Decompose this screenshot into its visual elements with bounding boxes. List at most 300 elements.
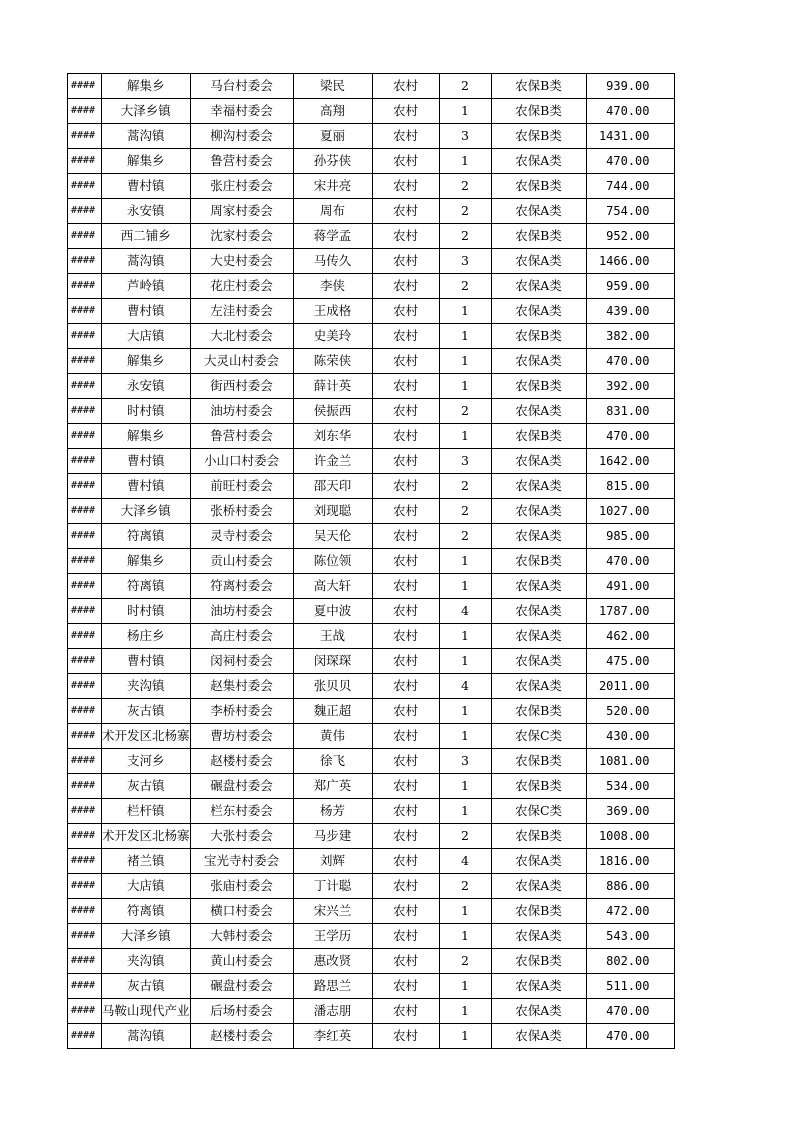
table-row bbox=[68, 524, 675, 549]
table-row bbox=[68, 499, 675, 524]
name-cell: 陈荣侠 bbox=[293, 349, 372, 374]
area-cell: 农村 bbox=[372, 99, 439, 124]
table-row bbox=[68, 724, 675, 749]
count-cell: 1 bbox=[439, 999, 491, 1024]
category-cell: 农保A类 bbox=[491, 199, 586, 224]
count-cell: 1 bbox=[439, 1024, 491, 1049]
township-cell: 解集乡 bbox=[102, 549, 191, 574]
area-cell: 农村 bbox=[372, 899, 439, 924]
count-cell: 1 bbox=[439, 974, 491, 999]
area-cell: 农村 bbox=[372, 699, 439, 724]
village-cell: 李桥村委会 bbox=[190, 699, 293, 724]
count-cell: 1 bbox=[439, 774, 491, 799]
area-cell: 农村 bbox=[372, 924, 439, 949]
name-cell: 徐飞 bbox=[293, 749, 372, 774]
name-cell: 宋兴兰 bbox=[293, 899, 372, 924]
table-row bbox=[68, 249, 675, 274]
category-cell: 农保C类 bbox=[491, 724, 586, 749]
name-cell: 高大轩 bbox=[293, 574, 372, 599]
amount-cell: 470.00 bbox=[586, 349, 674, 374]
table-row bbox=[68, 449, 675, 474]
date-cell: #### bbox=[68, 1024, 102, 1049]
table-row bbox=[68, 149, 675, 174]
date-cell: #### bbox=[68, 849, 102, 874]
category-cell: 农保A类 bbox=[491, 474, 586, 499]
name-cell: 许金兰 bbox=[293, 449, 372, 474]
area-cell: 农村 bbox=[372, 249, 439, 274]
village-cell: 前旺村委会 bbox=[190, 474, 293, 499]
amount-cell: 470.00 bbox=[586, 549, 674, 574]
village-cell: 小山口村委会 bbox=[190, 449, 293, 474]
count-cell: 1 bbox=[439, 799, 491, 824]
village-cell: 大韩村委会 bbox=[190, 924, 293, 949]
date-cell: #### bbox=[68, 524, 102, 549]
category-cell: 农保B类 bbox=[491, 174, 586, 199]
name-cell: 周布 bbox=[293, 199, 372, 224]
township-cell: 曹村镇 bbox=[102, 649, 191, 674]
township-text: 马鞍山现代产业 bbox=[102, 1003, 190, 1018]
table-row bbox=[68, 749, 675, 774]
table-row bbox=[68, 774, 675, 799]
date-cell: #### bbox=[68, 149, 102, 174]
name-cell: 郑广英 bbox=[293, 774, 372, 799]
table-row bbox=[68, 399, 675, 424]
name-cell: 刘辉 bbox=[293, 849, 372, 874]
category-cell: 农保C类 bbox=[491, 799, 586, 824]
township-cell: 解集乡 bbox=[102, 149, 191, 174]
amount-cell: 754.00 bbox=[586, 199, 674, 224]
area-cell: 农村 bbox=[372, 649, 439, 674]
table-row bbox=[68, 549, 675, 574]
township-cell: 曹村镇 bbox=[102, 299, 191, 324]
table-row bbox=[68, 174, 675, 199]
table-row bbox=[68, 699, 675, 724]
name-cell: 马传久 bbox=[293, 249, 372, 274]
area-cell: 农村 bbox=[372, 574, 439, 599]
amount-cell: 470.00 bbox=[586, 149, 674, 174]
name-cell: 李侠 bbox=[293, 274, 372, 299]
village-cell: 马台村委会 bbox=[190, 74, 293, 99]
table-body bbox=[68, 74, 675, 1049]
village-cell: 碾盘村委会 bbox=[190, 974, 293, 999]
date-cell: #### bbox=[68, 824, 102, 849]
township-text: 术开发区北杨寨 bbox=[102, 728, 190, 743]
table-row bbox=[68, 799, 675, 824]
table-row bbox=[68, 274, 675, 299]
name-cell: 吴天伦 bbox=[293, 524, 372, 549]
count-cell: 2 bbox=[439, 524, 491, 549]
count-cell: 1 bbox=[439, 99, 491, 124]
category-cell: 农保B类 bbox=[491, 74, 586, 99]
category-cell: 农保A类 bbox=[491, 849, 586, 874]
name-cell: 张贝贝 bbox=[293, 674, 372, 699]
name-cell: 邵天印 bbox=[293, 474, 372, 499]
area-cell: 农村 bbox=[372, 674, 439, 699]
date-cell: #### bbox=[68, 874, 102, 899]
area-cell: 农村 bbox=[372, 824, 439, 849]
village-cell: 赵集村委会 bbox=[190, 674, 293, 699]
date-cell: #### bbox=[68, 249, 102, 274]
amount-cell: 392.00 bbox=[586, 374, 674, 399]
category-cell: 农保A类 bbox=[491, 874, 586, 899]
name-cell: 梁民 bbox=[293, 74, 372, 99]
date-cell: #### bbox=[68, 299, 102, 324]
name-cell: 陈位领 bbox=[293, 549, 372, 574]
village-cell: 灵寺村委会 bbox=[190, 524, 293, 549]
village-cell: 赵楼村委会 bbox=[190, 749, 293, 774]
village-cell: 栏东村委会 bbox=[190, 799, 293, 824]
township-cell: 曹村镇 bbox=[102, 474, 191, 499]
count-cell: 2 bbox=[439, 499, 491, 524]
count-cell: 2 bbox=[439, 224, 491, 249]
name-cell: 王学历 bbox=[293, 924, 372, 949]
village-cell: 左洼村委会 bbox=[190, 299, 293, 324]
area-cell: 农村 bbox=[372, 74, 439, 99]
table-row bbox=[68, 874, 675, 899]
village-cell: 后场村委会 bbox=[190, 999, 293, 1024]
category-cell: 农保B类 bbox=[491, 774, 586, 799]
amount-cell: 802.00 bbox=[586, 949, 674, 974]
township-cell: 解集乡 bbox=[102, 74, 191, 99]
category-cell: 农保B类 bbox=[491, 424, 586, 449]
amount-cell: 382.00 bbox=[586, 324, 674, 349]
category-cell: 农保A类 bbox=[491, 399, 586, 424]
amount-cell: 1816.00 bbox=[586, 849, 674, 874]
date-cell: #### bbox=[68, 374, 102, 399]
count-cell: 1 bbox=[439, 374, 491, 399]
amount-cell: 439.00 bbox=[586, 299, 674, 324]
amount-cell: 985.00 bbox=[586, 524, 674, 549]
table-row bbox=[68, 424, 675, 449]
township-cell: 大店镇 bbox=[102, 874, 191, 899]
category-cell: 农保B类 bbox=[491, 324, 586, 349]
area-cell: 农村 bbox=[372, 449, 439, 474]
amount-cell: 939.00 bbox=[586, 74, 674, 99]
amount-cell: 491.00 bbox=[586, 574, 674, 599]
table-row bbox=[68, 224, 675, 249]
name-cell: 马步建 bbox=[293, 824, 372, 849]
area-cell: 农村 bbox=[372, 499, 439, 524]
count-cell: 1 bbox=[439, 699, 491, 724]
category-cell: 农保A类 bbox=[491, 249, 586, 274]
village-cell: 黄山村委会 bbox=[190, 949, 293, 974]
area-cell: 农村 bbox=[372, 1024, 439, 1049]
township-cell: 蒿沟镇 bbox=[102, 249, 191, 274]
amount-cell: 815.00 bbox=[586, 474, 674, 499]
area-cell: 农村 bbox=[372, 299, 439, 324]
count-cell: 4 bbox=[439, 599, 491, 624]
name-cell: 潘志朋 bbox=[293, 999, 372, 1024]
date-cell: #### bbox=[68, 499, 102, 524]
area-cell: 农村 bbox=[372, 774, 439, 799]
date-cell: #### bbox=[68, 724, 102, 749]
village-cell: 碾盘村委会 bbox=[190, 774, 293, 799]
name-cell: 史美玲 bbox=[293, 324, 372, 349]
table-row bbox=[68, 599, 675, 624]
date-cell: #### bbox=[68, 274, 102, 299]
village-cell: 横口村委会 bbox=[190, 899, 293, 924]
date-cell: #### bbox=[68, 449, 102, 474]
area-cell: 农村 bbox=[372, 224, 439, 249]
area-cell: 农村 bbox=[372, 474, 439, 499]
name-cell: 杨芳 bbox=[293, 799, 372, 824]
category-cell: 农保A类 bbox=[491, 349, 586, 374]
area-cell: 农村 bbox=[372, 199, 439, 224]
date-cell: #### bbox=[68, 749, 102, 774]
table-row bbox=[68, 974, 675, 999]
category-cell: 农保A类 bbox=[491, 599, 586, 624]
township-cell: 符离镇 bbox=[102, 524, 191, 549]
table-row bbox=[68, 824, 675, 849]
township-text: 术开发区北杨寨 bbox=[102, 828, 190, 843]
village-cell: 闵祠村委会 bbox=[190, 649, 293, 674]
name-cell: 薛计英 bbox=[293, 374, 372, 399]
category-cell: 农保B类 bbox=[491, 699, 586, 724]
amount-cell: 511.00 bbox=[586, 974, 674, 999]
count-cell: 3 bbox=[439, 249, 491, 274]
area-cell: 农村 bbox=[372, 324, 439, 349]
category-cell: 农保A类 bbox=[491, 524, 586, 549]
category-cell: 农保B类 bbox=[491, 749, 586, 774]
count-cell: 1 bbox=[439, 649, 491, 674]
area-cell: 农村 bbox=[372, 999, 439, 1024]
township-cell: 褚兰镇 bbox=[102, 849, 191, 874]
village-cell: 柳沟村委会 bbox=[190, 124, 293, 149]
township-cell: 时村镇 bbox=[102, 599, 191, 624]
area-cell: 农村 bbox=[372, 524, 439, 549]
amount-cell: 470.00 bbox=[586, 424, 674, 449]
name-cell: 王战 bbox=[293, 624, 372, 649]
area-cell: 农村 bbox=[372, 424, 439, 449]
count-cell: 2 bbox=[439, 74, 491, 99]
area-cell: 农村 bbox=[372, 599, 439, 624]
township-cell: 大泽乡镇 bbox=[102, 99, 191, 124]
amount-cell: 534.00 bbox=[586, 774, 674, 799]
village-cell: 街西村委会 bbox=[190, 374, 293, 399]
count-cell: 2 bbox=[439, 199, 491, 224]
area-cell: 农村 bbox=[372, 349, 439, 374]
category-cell: 农保A类 bbox=[491, 1024, 586, 1049]
amount-cell: 462.00 bbox=[586, 624, 674, 649]
area-cell: 农村 bbox=[372, 874, 439, 899]
count-cell: 1 bbox=[439, 549, 491, 574]
area-cell: 农村 bbox=[372, 174, 439, 199]
date-cell: #### bbox=[68, 474, 102, 499]
category-cell: 农保A类 bbox=[491, 274, 586, 299]
township-cell: 时村镇 bbox=[102, 399, 191, 424]
amount-cell: 475.00 bbox=[586, 649, 674, 674]
category-cell: 农保A类 bbox=[491, 649, 586, 674]
area-cell: 农村 bbox=[372, 974, 439, 999]
village-cell: 大张村委会 bbox=[190, 824, 293, 849]
date-cell: #### bbox=[68, 599, 102, 624]
date-cell: #### bbox=[68, 624, 102, 649]
date-cell: #### bbox=[68, 324, 102, 349]
category-cell: 农保A类 bbox=[491, 924, 586, 949]
category-cell: 农保A类 bbox=[491, 999, 586, 1024]
count-cell: 2 bbox=[439, 274, 491, 299]
township-cell: 西二铺乡 bbox=[102, 224, 191, 249]
table-row bbox=[68, 99, 675, 124]
count-cell: 3 bbox=[439, 124, 491, 149]
name-cell: 路思兰 bbox=[293, 974, 372, 999]
township-cell: 杨庄乡 bbox=[102, 624, 191, 649]
amount-cell: 1008.00 bbox=[586, 824, 674, 849]
name-cell: 王成格 bbox=[293, 299, 372, 324]
date-cell: #### bbox=[68, 974, 102, 999]
village-cell: 大灵山村委会 bbox=[190, 349, 293, 374]
count-cell: 1 bbox=[439, 624, 491, 649]
count-cell: 1 bbox=[439, 724, 491, 749]
township-cell bbox=[102, 724, 191, 749]
count-cell: 2 bbox=[439, 949, 491, 974]
village-cell: 曹坊村委会 bbox=[190, 724, 293, 749]
count-cell: 2 bbox=[439, 474, 491, 499]
category-cell: 农保B类 bbox=[491, 549, 586, 574]
category-cell: 农保A类 bbox=[491, 449, 586, 474]
village-cell: 张庄村委会 bbox=[190, 174, 293, 199]
area-cell: 农村 bbox=[372, 724, 439, 749]
name-cell: 魏正超 bbox=[293, 699, 372, 724]
amount-cell: 470.00 bbox=[586, 1024, 674, 1049]
date-cell: #### bbox=[68, 74, 102, 99]
name-cell: 夏中波 bbox=[293, 599, 372, 624]
category-cell: 农保A类 bbox=[491, 974, 586, 999]
count-cell: 1 bbox=[439, 299, 491, 324]
township-cell: 支河乡 bbox=[102, 749, 191, 774]
area-cell: 农村 bbox=[372, 749, 439, 774]
date-cell: #### bbox=[68, 999, 102, 1024]
date-cell: #### bbox=[68, 349, 102, 374]
area-cell: 农村 bbox=[372, 624, 439, 649]
date-cell: #### bbox=[68, 949, 102, 974]
category-cell: 农保B类 bbox=[491, 99, 586, 124]
village-cell: 张桥村委会 bbox=[190, 499, 293, 524]
township-cell: 灰古镇 bbox=[102, 974, 191, 999]
amount-cell: 1787.00 bbox=[586, 599, 674, 624]
amount-cell: 369.00 bbox=[586, 799, 674, 824]
amount-cell: 952.00 bbox=[586, 224, 674, 249]
count-cell: 1 bbox=[439, 424, 491, 449]
table-row bbox=[68, 374, 675, 399]
table-row bbox=[68, 999, 675, 1024]
village-cell: 鲁营村委会 bbox=[190, 424, 293, 449]
date-cell: #### bbox=[68, 924, 102, 949]
count-cell: 2 bbox=[439, 174, 491, 199]
name-cell: 李红英 bbox=[293, 1024, 372, 1049]
date-cell: #### bbox=[68, 899, 102, 924]
area-cell: 农村 bbox=[372, 374, 439, 399]
category-cell: 农保B类 bbox=[491, 949, 586, 974]
table-row bbox=[68, 574, 675, 599]
township-cell: 灰古镇 bbox=[102, 774, 191, 799]
village-cell: 张庙村委会 bbox=[190, 874, 293, 899]
township-cell: 永安镇 bbox=[102, 199, 191, 224]
township-cell: 解集乡 bbox=[102, 349, 191, 374]
date-cell: #### bbox=[68, 699, 102, 724]
amount-cell: 886.00 bbox=[586, 874, 674, 899]
name-cell: 高翔 bbox=[293, 99, 372, 124]
name-cell: 刘现聪 bbox=[293, 499, 372, 524]
village-cell: 符离村委会 bbox=[190, 574, 293, 599]
category-cell: 农保A类 bbox=[491, 299, 586, 324]
name-cell: 侯振西 bbox=[293, 399, 372, 424]
count-cell: 1 bbox=[439, 149, 491, 174]
count-cell: 3 bbox=[439, 749, 491, 774]
township-cell: 栏杆镇 bbox=[102, 799, 191, 824]
name-cell: 惠改贤 bbox=[293, 949, 372, 974]
date-cell: #### bbox=[68, 674, 102, 699]
village-cell: 贡山村委会 bbox=[190, 549, 293, 574]
date-cell: #### bbox=[68, 399, 102, 424]
township-cell: 大泽乡镇 bbox=[102, 499, 191, 524]
category-cell: 农保B类 bbox=[491, 224, 586, 249]
table-row bbox=[68, 624, 675, 649]
category-cell: 农保B类 bbox=[491, 899, 586, 924]
area-cell: 农村 bbox=[372, 849, 439, 874]
category-cell: 农保B类 bbox=[491, 374, 586, 399]
table-row bbox=[68, 474, 675, 499]
count-cell: 2 bbox=[439, 824, 491, 849]
name-cell: 宋井亮 bbox=[293, 174, 372, 199]
amount-cell: 1466.00 bbox=[586, 249, 674, 274]
category-cell: 农保A类 bbox=[491, 499, 586, 524]
amount-cell: 831.00 bbox=[586, 399, 674, 424]
township-cell: 曹村镇 bbox=[102, 174, 191, 199]
date-cell: #### bbox=[68, 574, 102, 599]
data-table bbox=[67, 73, 675, 1049]
township-cell: 蒿沟镇 bbox=[102, 124, 191, 149]
township-cell: 大泽乡镇 bbox=[102, 924, 191, 949]
date-cell: #### bbox=[68, 799, 102, 824]
township-cell: 芦岭镇 bbox=[102, 274, 191, 299]
name-cell: 丁计聪 bbox=[293, 874, 372, 899]
count-cell: 1 bbox=[439, 349, 491, 374]
count-cell: 4 bbox=[439, 674, 491, 699]
category-cell: 农保A类 bbox=[491, 674, 586, 699]
amount-cell: 1027.00 bbox=[586, 499, 674, 524]
name-cell: 蒋学孟 bbox=[293, 224, 372, 249]
amount-cell: 2011.00 bbox=[586, 674, 674, 699]
area-cell: 农村 bbox=[372, 149, 439, 174]
township-cell: 蒿沟镇 bbox=[102, 1024, 191, 1049]
count-cell: 4 bbox=[439, 849, 491, 874]
village-cell: 花庄村委会 bbox=[190, 274, 293, 299]
village-cell: 宝光寺村委会 bbox=[190, 849, 293, 874]
count-cell: 3 bbox=[439, 449, 491, 474]
township-cell: 灰古镇 bbox=[102, 699, 191, 724]
category-cell: 农保A类 bbox=[491, 149, 586, 174]
table-row bbox=[68, 199, 675, 224]
amount-cell: 1081.00 bbox=[586, 749, 674, 774]
village-cell: 大史村委会 bbox=[190, 249, 293, 274]
table-row bbox=[68, 949, 675, 974]
area-cell: 农村 bbox=[372, 799, 439, 824]
count-cell: 1 bbox=[439, 574, 491, 599]
village-cell: 幸福村委会 bbox=[190, 99, 293, 124]
count-cell: 2 bbox=[439, 874, 491, 899]
amount-cell: 430.00 bbox=[586, 724, 674, 749]
category-cell: 农保B类 bbox=[491, 824, 586, 849]
amount-cell: 543.00 bbox=[586, 924, 674, 949]
township-cell: 符离镇 bbox=[102, 899, 191, 924]
category-cell: 农保B类 bbox=[491, 124, 586, 149]
table-row bbox=[68, 674, 675, 699]
village-cell: 大北村委会 bbox=[190, 324, 293, 349]
village-cell: 油坊村委会 bbox=[190, 599, 293, 624]
amount-cell: 1431.00 bbox=[586, 124, 674, 149]
village-cell: 油坊村委会 bbox=[190, 399, 293, 424]
